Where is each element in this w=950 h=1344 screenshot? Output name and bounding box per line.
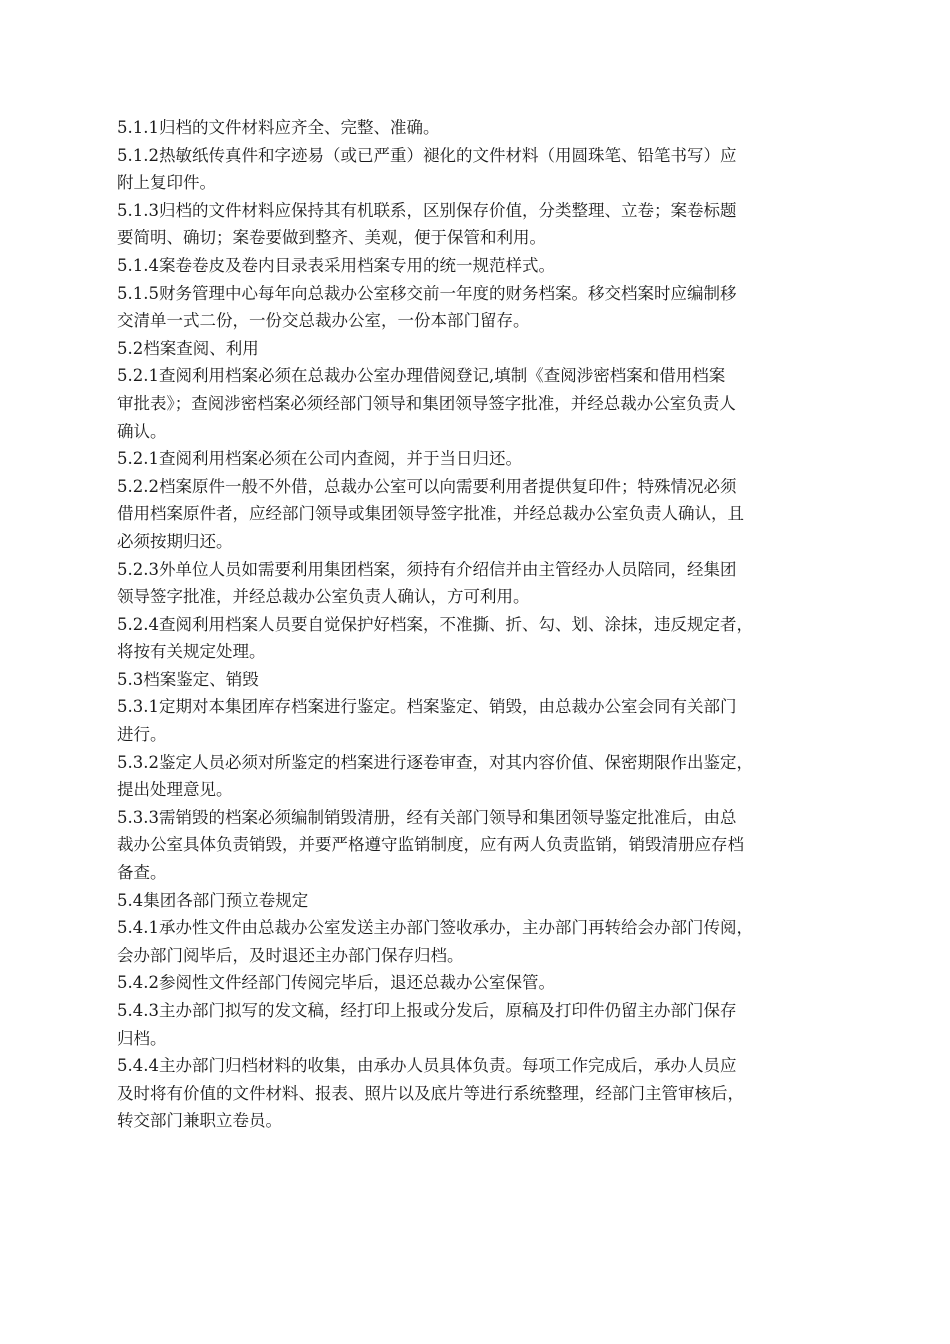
paragraph-5-2-3: 5.2.3外单位人员如需要利用集团档案，须持有介绍信并由主管经办人员陪同，经集团 领导签字批准，并经总裁办公室负责人确认，方可利用。 xyxy=(117,559,737,607)
paragraph-5-4-4: 5.4.4主办部门归档材料的收集，由承办人员具体负责。每项工作完成后，承办人员应 及时将有价值的文件材料、报表、照片以及底片等进行系统整理，经部门主管审核后， 转交部门兼职立卷员。 xyxy=(117,1056,744,1131)
paragraph-5-1-4: 5.1.4案卷卷皮及卷内目录表采用档案专用的统一规范样式。 xyxy=(117,255,555,275)
paragraph-5-1-5: 5.1.5财务管理中心每年向总裁办公室移交前一年度的财务档案。移交档案时应编制移 交清单一式二份，一份交总裁办公室，一份本部门留存。 xyxy=(117,283,737,331)
paragraph-5-3-1: 5.3.1定期对本集团库存档案进行鉴定。档案鉴定、销毁，由总裁办公室会同有关部门 进行。 xyxy=(117,697,737,745)
paragraph-5-4-1: 5.4.1承办性文件由总裁办公室发送主办部门签收承办，主办部门再转给会办部门传阅， 会办部门阅毕后，及时退还主办部门保存归档。 xyxy=(117,918,753,965)
paragraph-5-2-1b: 5.2.1查阅利用档案必须在公司内查阅，并于当日归还。 xyxy=(117,449,522,469)
paragraph-5-3-3: 5.3.3需销毁的档案必须编制销毁清册，经有关部门领导和集团领导鉴定批准后，由总 裁办公室具体负责销毁，并要严格遵守监销制度，应有两人负责监销，销毁清册应存档 备查。 xyxy=(117,807,744,883)
paragraph-5-3-2: 5.3.2鉴定人员必须对所鉴定的档案进行逐卷审查，对其内容价值、保密期限作出鉴定， 提出处理意见。 xyxy=(117,752,753,800)
paragraph-5-2-1a: 5.2.1查阅利用档案必须在总裁办公室办理借阅登记,填制《查阅涉密档案和借用档案 审批表》；查阅涉密档案必须经部门领导和集团领导签字批准，并经总裁办公室负责人 确认。 xyxy=(117,366,736,441)
paragraph-5-2-4: 5.2.4查阅利用档案人员要自觉保护好档案，不准撕、折、勾、划、涂抹，违反规定者， 将按有关规定处理。 xyxy=(117,614,753,662)
section-heading-5-4: 5.4集团各部门预立卷规定 xyxy=(117,890,309,910)
paragraph-5-2-2: 5.2.2档案原件一般不外借，总裁办公室可以向需要利用者提供复印件；特殊情况必须 借用档案原件者，应经部门领导或集团领导签字批准，并经总裁办公室负责人确认，且 必须按期归还。 xyxy=(117,476,744,551)
paragraph-5-1-1: 5.1.1归档的文件材料应齐全、完整、准确。 xyxy=(117,118,440,137)
paragraph-5-1-3: 5.1.3归档的文件材料应保持其有机联系，区别保存价值，分类整理、立卷；案卷标题 要简明、确切；案卷要做到整齐、美观，便于保管和利用。 xyxy=(117,200,737,248)
section-heading-5-3: 5.3档案鉴定、销毁 xyxy=(117,669,259,689)
paragraph-5-4-2: 5.4.2参阅性文件经部门传阅完毕后，退还总裁办公室保管。 xyxy=(117,973,555,993)
section-heading-5-2: 5.2档案查阅、利用 xyxy=(117,338,259,358)
paragraph-5-4-3: 5.4.3主办部门拟写的发文稿，经打印上报或分发后，原稿及打印件仍留主办部门保存 归档。 xyxy=(117,1001,737,1048)
document-body xyxy=(117,114,855,1135)
paragraph-5-1-2: 5.1.2热敏纸传真件和字迹易（或已严重）褪化的文件材料（用圆珠笔、铅笔书写）应 附上复印件。 xyxy=(117,145,737,193)
